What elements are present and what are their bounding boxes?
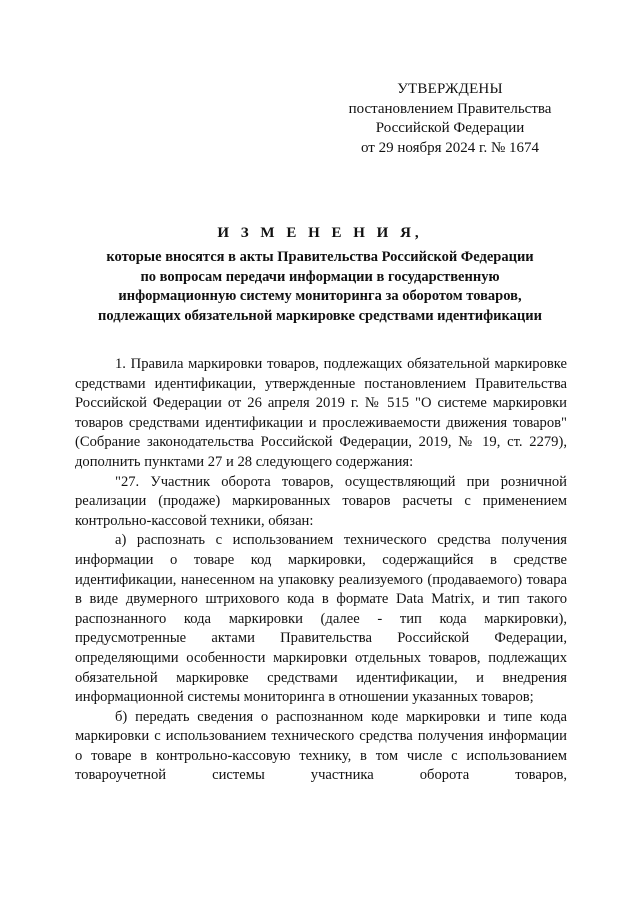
subtitle-line-2: по вопросам передачи информации в государственную (140, 268, 500, 285)
subtitle-line-4: подлежащих обязательной маркировке средствами идентификации (98, 307, 542, 324)
document-body (75, 355, 567, 786)
approval-block (300, 80, 600, 158)
approval-line-2: Российской Федерации (375, 120, 525, 136)
paragraph-3: а) распознать с использованием технического средства получения информации о товаре код маркировки, содержащийся в средстве идентификации, нанесенном на упаковку реализуемого (продаваемого) товара в виде двумерного штрихового кода в формате Data Matrix, и тип такого распознанного кода маркировки (далее - тип кода маркировки), предусмотренные актами Правительства Российской Федерации, определяющими особенности маркировки отдельных товаров, подлежащих обязательной маркировке средствами идентификации, и внедрения информационной системы мониторинга в отношении указанных товаров; (75, 532, 567, 706)
paragraph-4: б) передать сведения о распознанном коде маркировки и типе кода маркировки с использованием технического средства получения информации о товаре в контрольно-кассовую технику, в том числе с использованием товароучетной системы участника оборота товаров, (75, 708, 567, 784)
paragraph-2: "27. Участник оборота товаров, осуществляющий при розничной реализации (продаже) маркированных товаров расчеты с применением контрольно-кассовой техники, обязан: (75, 473, 567, 529)
subtitle-line-1: которые вносятся в акты Правительства Российской Федерации (106, 249, 534, 265)
document-subtitle (60, 248, 580, 326)
approval-line-1: постановлением Правительства (348, 100, 552, 117)
approval-heading: УТВЕРЖДЕНЫ (397, 81, 503, 97)
subtitle-line-3: информационную систему мониторинга за оборотом товаров, (118, 288, 522, 304)
approval-line-3: от 29 ноября 2024 г. № 1674 (360, 139, 540, 156)
document-title: И З М Е Н Е Н И Я, (217, 225, 423, 241)
paragraph-1: 1. Правила маркировки товаров, подлежащих обязательной маркировке средствами идентификации, утвержденные постановлением Правительства Российской Федерации от 26 апреля 2019 г. № 515 "О системе маркировки товаров средствами идентификации и прослеживаемости движения товаров" (Собрание законодательства Российской Федерации, 2019, № 19, ст. 2279), дополнить пунктами 27 и 28 следующего содержания: (75, 356, 567, 470)
